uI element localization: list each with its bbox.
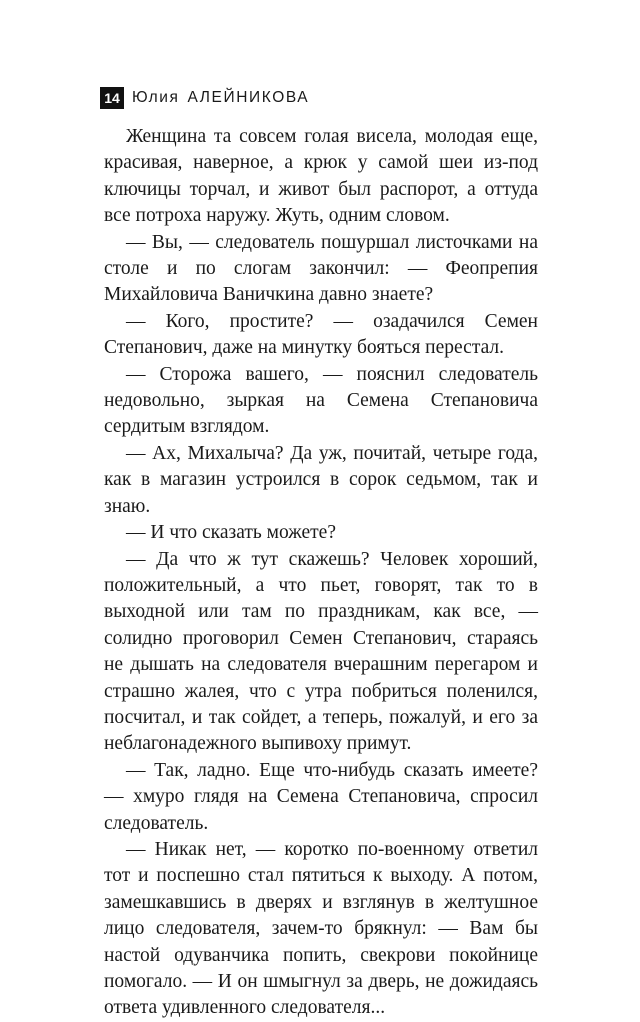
paragraph: — Вы, — следователь пошуршал листочками на столе и по слогам закончил: — Феопрепия Михайловича Ваничкина давно знаете? (104, 231, 538, 306)
running-header (100, 86, 309, 110)
author-name (132, 89, 309, 107)
page-number: 14 (100, 87, 124, 109)
paragraph: — Да что ж тут скажешь? Человек хороший, положительный, а что пьет, говорят, так то в выходной или там по праздникам, как все, — солидно проговорил Семен Степанович, стараясь не дышать на следователя вчерашним перегаром и страшно жалея, что с утра побриться поленился, посчитал, и так сойдет, а теперь, пожалуй, и его за неблагонадежного выпивоху примут. (104, 548, 538, 755)
author-given-name: Юлия (132, 89, 180, 106)
paragraph: — Ах, Михалыча? Да уж, почитай, четыре года, как в магазин устроился в сорок седьмом, так и знаю. (104, 442, 538, 517)
body-text (104, 124, 538, 1022)
paragraph: — Кого, простите? — озадачился Семен Степанович, даже на минутку бояться перестал. (104, 310, 538, 359)
paragraph: — Никак нет, — коротко по-военному ответил тот и поспешно стал пятиться к выходу. А потом, замешкавшись в дверях и взглянув в желтушное лицо следователя, зачем-то брякнул: — Вам бы настой одуванчика попить, свекрови покойнице помогало. — И он шмыгнул за дверь, не дожидаясь ответа удивленного следователя... (104, 838, 538, 1019)
paragraph: Женщина та совсем голая висела, молодая еще, красивая, наверное, а крюк у самой шеи из-под ключицы торчал, и живот был распорот, а оттуда все потроха наружу. Жуть, одним словом. (104, 126, 538, 227)
paragraph: — Так, ладно. Еще что-нибудь сказать имеете? — хмуро глядя на Семена Степановича, спросил следователь. (104, 759, 538, 834)
paragraph: — И что сказать можете? (126, 522, 336, 544)
author-family-name: АЛЕЙНИКОВА (187, 89, 310, 106)
paragraph: — Сторожа вашего, — пояснил следователь недовольно, зыркая на Семена Степановича сердитым взглядом. (104, 363, 538, 438)
